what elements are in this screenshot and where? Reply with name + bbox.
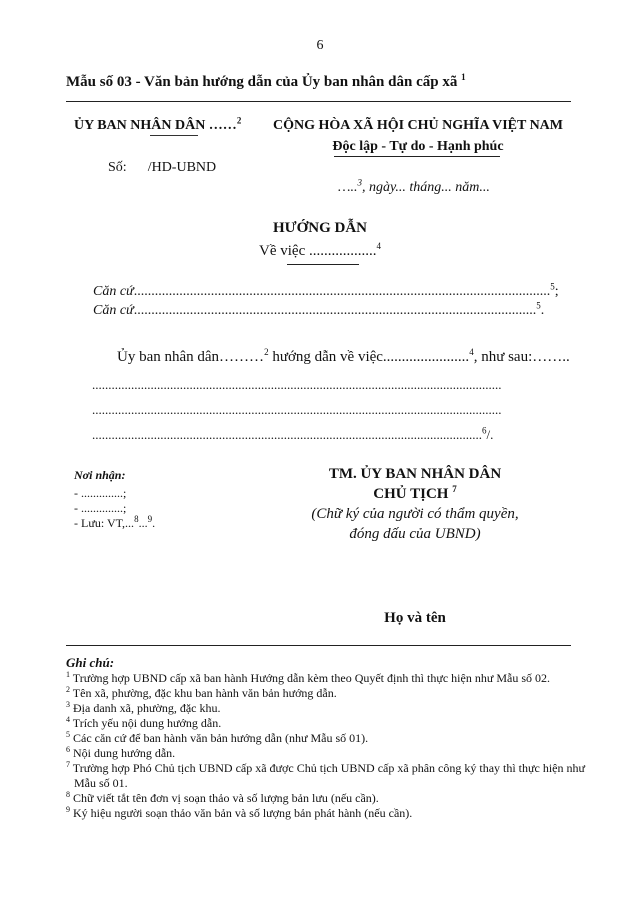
note-text: Các căn cứ để ban hành văn bản hướng dẫn (như Mẫu số 01).	[73, 731, 369, 745]
note-item	[66, 791, 586, 806]
signer-name: Họ và tên	[384, 610, 446, 626]
place-date	[338, 177, 490, 196]
basis-label: Căn cứ	[93, 284, 134, 299]
note-text: Ký hiệu người soạn thảo văn bản và số lượng bản phát hành (nếu cần).	[73, 806, 413, 820]
footnote-ref: 4	[376, 241, 381, 251]
note-item	[66, 686, 586, 701]
footnote-ref: 2	[236, 115, 242, 126]
footnote-ref: 8	[134, 514, 139, 524]
body-line	[92, 427, 493, 443]
basis-end: ;	[554, 284, 559, 299]
footnote-ref: 5	[536, 300, 541, 311]
basis-label: Căn cứ	[93, 303, 134, 318]
note-text: Trường hợp UBND cấp xã ban hành Hướng dẫn kèm theo Quyết định thì thực hiện như Mẫu số 02.	[72, 671, 551, 685]
signature-on-behalf: TM. ỦY BAN NHÂN DÂN	[328, 466, 502, 482]
number-label: Số:	[108, 160, 127, 175]
note-number: 4	[66, 715, 70, 724]
national-title: CỘNG HÒA XÃ HỘI CHỦ NGHĨA VIỆT NAM	[272, 118, 563, 133]
note-number: 5	[66, 730, 70, 739]
note-number: 2	[66, 685, 70, 694]
recipient-item: - ..............;	[74, 486, 127, 500]
note-text: Địa danh xã, phường, đặc khu.	[73, 701, 221, 715]
body-intro-part: hướng dẫn về việc.......................	[268, 349, 470, 365]
footnote-ref: 7	[452, 484, 457, 494]
body-line: ..............................................................................................................................	[92, 377, 502, 392]
storage-mid: ...	[138, 516, 148, 530]
notes-list	[66, 671, 586, 821]
document-title: HƯỚNG DẪN	[272, 220, 368, 236]
note-text: Trường hợp Phó Chủ tịch UBND cấp xã được Chủ tịch UBND cấp xã phân công ký thay thì thực hiện như Mẫu số 01.	[72, 761, 586, 790]
note-number: 6	[66, 745, 70, 754]
subject-underline	[287, 264, 359, 265]
number-value: /HD-UBND	[147, 160, 217, 175]
note-number: 9	[66, 805, 70, 814]
note-number: 8	[66, 790, 70, 799]
footnote-ref: 6	[482, 425, 487, 436]
form-heading-text: Mẫu số 03 - Văn bản hướng dẫn của Ủy ban nhân dân cấp xã	[66, 74, 458, 90]
body-intro	[117, 349, 570, 366]
note-text: Chữ viết tắt tên đơn vị soạn thảo và số lượng bản lưu (nếu cần).	[73, 791, 379, 805]
note-number: 3	[66, 700, 70, 709]
footnote-ref: 4	[469, 347, 474, 357]
recipients-title: Nơi nhận:	[74, 468, 126, 482]
storage-prefix: - Lưu: VT,...	[74, 516, 135, 530]
signature-note: (Chữ ký của người có thẩm quyền,	[311, 506, 519, 522]
note-item	[66, 671, 586, 686]
footnote-ref: 9	[147, 514, 153, 524]
document-number	[108, 160, 216, 176]
heading-rule	[66, 101, 571, 102]
basis-dots: .......................................................................................................................	[133, 284, 551, 299]
signature-position	[290, 486, 540, 503]
body-line-dots: ........................................................................................................................	[92, 427, 482, 442]
recipient-storage	[74, 516, 155, 531]
form-heading	[66, 74, 466, 91]
note-item	[66, 761, 586, 791]
note-number: 7	[66, 760, 70, 769]
body-intro-part: , như sau:……..	[473, 349, 570, 365]
note-text: Nội dung hướng dẫn.	[73, 746, 176, 760]
recipient-item: - ..............;	[74, 501, 127, 515]
footnote-ref: 3	[357, 177, 362, 188]
note-item	[66, 701, 586, 716]
org-name	[74, 115, 242, 134]
basis-line	[93, 281, 559, 300]
body-line-end: /.	[486, 427, 494, 442]
org-name-text: ỦY BAN NHÂN DÂN ……	[74, 118, 237, 133]
place-prefix: …..	[338, 180, 358, 195]
storage-end: .	[152, 516, 156, 530]
note-item	[66, 806, 586, 821]
basis-line	[93, 300, 545, 319]
notes-rule	[66, 645, 571, 646]
position-text: CHỦ TỊCH	[373, 486, 449, 502]
note-item	[66, 731, 586, 746]
date-text: , ngày... tháng... năm...	[361, 180, 490, 195]
subject-text: Về việc ..................	[259, 243, 377, 259]
basis-end: .	[540, 303, 545, 318]
footnote-ref: 2	[264, 347, 269, 357]
signature-note: đóng dấu của UBND)	[349, 526, 481, 542]
national-motto: Độc lập - Tự do - Hạnh phúc	[332, 139, 504, 154]
footnote-ref: 5	[550, 281, 555, 292]
note-number: 1	[66, 670, 70, 679]
document-subject	[0, 243, 640, 260]
basis-dots: ...................................................................................................................	[133, 303, 537, 318]
note-text: Trích yếu nội dung hướng dẫn.	[72, 716, 222, 730]
org-underline	[150, 135, 198, 136]
body-line: ..............................................................................................................................	[92, 402, 502, 417]
page-number: 6	[316, 38, 324, 53]
motto-underline	[334, 156, 500, 157]
note-item	[66, 746, 586, 761]
footnote-ref: 1	[461, 72, 466, 82]
note-item	[66, 716, 586, 731]
notes-title: Ghi chú:	[66, 655, 115, 670]
body-intro-part: Ủy ban nhân dân………	[117, 349, 265, 365]
note-text: Tên xã, phường, đặc khu ban hành văn bản hướng dẫn.	[72, 686, 337, 700]
